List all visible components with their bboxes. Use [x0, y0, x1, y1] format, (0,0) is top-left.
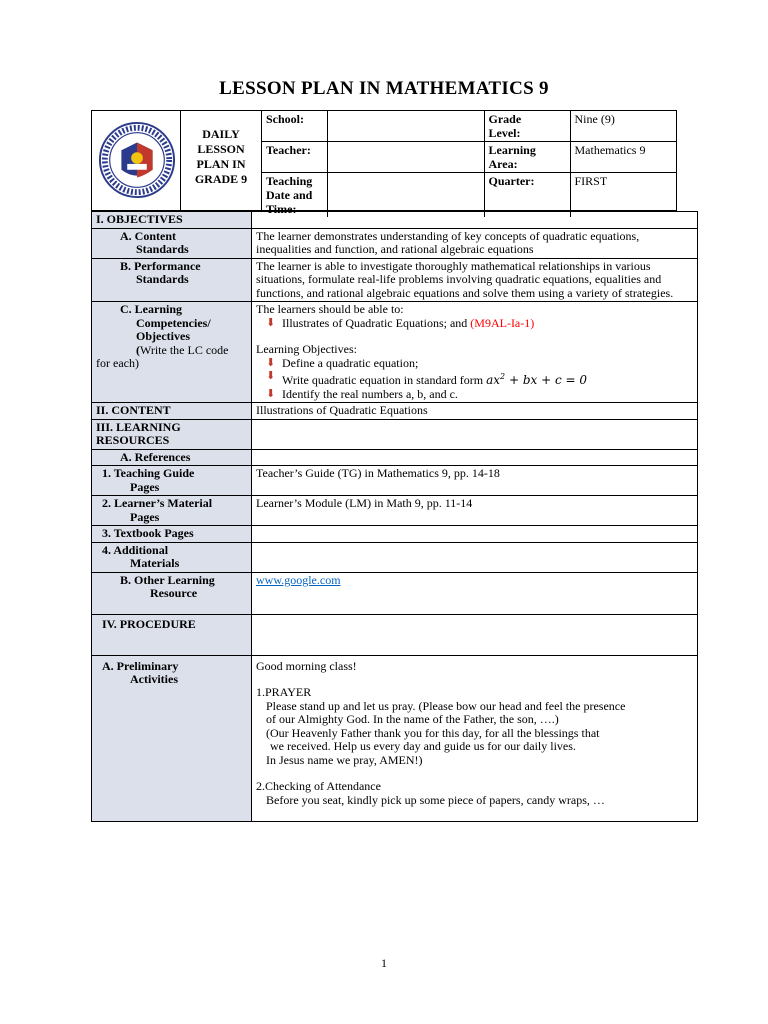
teacher-value [327, 142, 484, 173]
content-standards-label: A. Content Standards [92, 228, 252, 258]
preliminary-activities-text: Good morning class! 1.PRAYER Please stand up and let us pray. (Please bow our head and feel the presence of our Almighty God. In the name of the Father, the son, ….) (Our Heavenly Father thank you for this day, for all the blessings that we received. Help us every day and guide us for our daily lives. In Jesus name we pray, AMEN!) 2.Checking of Attendance Before you seat, kindly pick up some piece of papers, candy wraps, … [252, 655, 698, 821]
table-row [92, 526, 698, 543]
quarter-value: FIRST [570, 173, 677, 218]
teaching-guide-text: Teacher’s Guide (TG) in Mathematics 9, pp. 14-18 [252, 466, 698, 496]
table-row [92, 496, 698, 526]
quadratic-standard-form: $ax^2$ + bx + c = 0 [486, 372, 587, 387]
table-row [92, 212, 698, 229]
lc-code: (M9AL-Ia-1) [470, 315, 535, 330]
table-row [92, 228, 698, 258]
table-row [92, 572, 698, 614]
performance-standards-text: The learner is able to investigate thoroughly mathematical relationships in various situations, formulate real-life problems involving quadratic equations, equalities and functions, and rational algebraic equations and solve them using a variety of strategies. [252, 258, 698, 302]
table-row [92, 449, 698, 466]
table-row [92, 302, 698, 403]
references-label: A. References [92, 449, 252, 466]
other-learning-resource-label: B. Other Learning Resource [92, 572, 252, 614]
grade-level-value: Nine (9) [570, 111, 677, 142]
page-title: LESSON PLAN IN MATHEMATICS 9 [219, 78, 549, 99]
table-row [92, 419, 698, 449]
arrow-bullet-icon: ⬇ [266, 356, 276, 369]
table-row [92, 403, 698, 420]
school-label: School: [262, 111, 327, 142]
procedure-heading: IV. PROCEDURE [92, 614, 252, 655]
daily-lesson-plan-label: DAILY LESSON PLAN IN GRADE 9 [180, 111, 262, 210]
grade-level-label: Grade Level: [484, 111, 570, 142]
lesson-plan-table [91, 211, 698, 822]
content-text: Illustrations of Quadratic Equations [252, 403, 698, 420]
learners-material-label: 2. Learner’s Material Pages [92, 496, 252, 526]
table-row [92, 614, 698, 655]
learning-area-label: Learning Area: [484, 142, 570, 173]
google-link[interactable]: www.google.com [256, 572, 341, 587]
arrow-bullet-icon: ⬇ [266, 316, 276, 329]
learning-competencies-label: C. Learning Competencies/ Objectives (Write the LC code for each) [92, 302, 252, 403]
learners-material-text: Learner’s Module (LM) in Math 9, pp. 11-14 [252, 496, 698, 526]
table-row [92, 258, 698, 302]
arrow-bullet-icon: ⬇ [266, 387, 276, 400]
learning-resources-heading: III. LEARNING RESOURCES [92, 419, 252, 449]
arrow-bullet-icon: ⬇ [266, 370, 276, 382]
teaching-guide-label: 1. Teaching Guide Pages [92, 466, 252, 496]
page-number: 1 [381, 956, 387, 970]
header-info-table [262, 111, 677, 217]
teaching-date-label: Teaching Date and Time: [262, 173, 327, 218]
preliminary-activities-label: A. Preliminary Activities [92, 655, 252, 821]
learning-area-value: Mathematics 9 [570, 142, 677, 173]
table-row [92, 655, 698, 821]
header-block [91, 110, 677, 216]
deped-seal-icon [98, 121, 176, 199]
learning-competencies-text: The learners should be able to: ⬇ Illustrates of Quadratic Equations; and (M9AL-Ia-1) Learning Objectives: ⬇ Define a quadratic equation; ⬇ Write quadratic equation in standard form $ax^2$ + bx + c = 0 ⬇ Identify the real numbers a, b, and c. [252, 302, 698, 403]
objectives-heading: I. OBJECTIVES [92, 212, 252, 229]
content-heading: II. CONTENT [92, 403, 252, 420]
school-value [327, 111, 484, 142]
content-standards-text: The learner demonstrates understanding of key concepts of quadratic equations, inequalities and function, and rational algebraic equations [252, 228, 698, 258]
table-row [92, 466, 698, 496]
performance-standards-label: B. Performance Standards [92, 258, 252, 302]
additional-materials-label: 4. Additional Materials [92, 542, 252, 572]
quarter-label: Quarter: [484, 173, 570, 218]
teacher-label: Teacher: [262, 142, 327, 173]
textbook-pages-label: 3. Textbook Pages [92, 526, 252, 543]
table-row [92, 542, 698, 572]
